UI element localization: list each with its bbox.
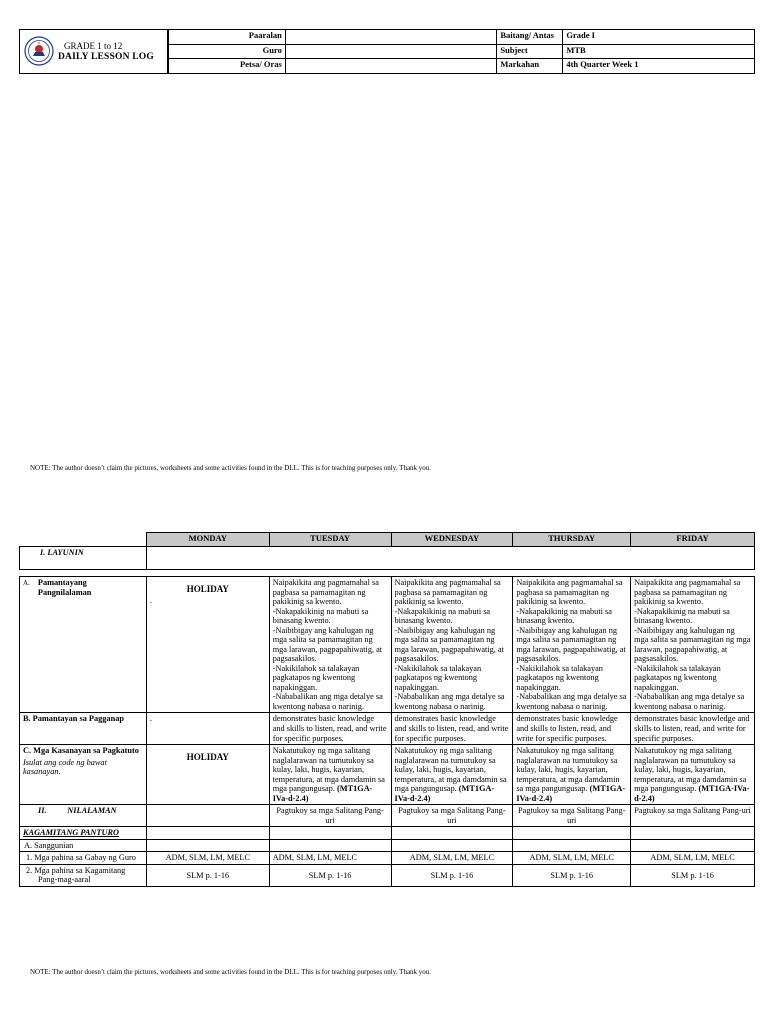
corner-cell (20, 533, 147, 547)
wednesday-pagganap-cell: demonstrates basic knowledge and skills to listen, read, and write for specific purposes. (391, 713, 513, 745)
row-letter-a: A. (23, 579, 30, 587)
tuesday-pagganap-cell: demonstrates basic knowledge and skills to listen, read, and write for specific purposes. (269, 713, 391, 745)
kasanayan-instruction: Isulat ang code ng bawat kasanayan. (23, 757, 107, 777)
thursday-sanggunian-cell (513, 839, 631, 852)
friday-gabay-cell: ADM, SLM, LM, MELC (631, 852, 755, 865)
row-label-pamantayang (20, 577, 147, 713)
wednesday-gabay-cell: ADM, SLM, LM, MELC (391, 852, 513, 865)
school-label: Paaralan (169, 30, 286, 45)
header-info-table (168, 29, 755, 74)
friday-kagamitan-cell (631, 827, 755, 840)
section-kagamitan: KAGAMITANG PANTURO (20, 827, 147, 840)
friday-pamantayang-cell: Naipakikita ang pagmamahal sa pagbasa sa pamamagitan ng pakikinig sa kwento. -Nakapakikinig na mabuti sa binasang kwento. -Naibibigay ang kahulugan ng mga salita sa pamamagitan ng mga larawan, pagpapahiwatig, at pagsasakilos. -Nakikilahok sa talakayan pagkatapos ng kwentong napakinggan. -Nababalikan ang mga detalye sa kwentong nabasa o narinig. (631, 577, 755, 713)
monday-nilalaman-cell (146, 805, 269, 827)
competency-code: (MT1GA-IVa-d-2.4) (394, 784, 495, 803)
competency-code: (MT1GA-IVa-d-2.4) (272, 784, 373, 803)
row-label-pagganap: B. Pamantayan sa Pagganap (20, 713, 147, 745)
tuesday-gabay-cell: ADM, SLM, LM, MELC (269, 852, 391, 865)
disclaimer-note: NOTE: The author doesn’t claim the pictures, worksheets and some activities found in the DLL. This is for teaching purposes only. Thank you. (30, 464, 432, 472)
lesson-plan-table (19, 532, 755, 887)
monday-holiday-label: HOLIDAY (186, 584, 229, 594)
wednesday-sanggunian-cell (391, 839, 513, 852)
thursday-pagganap-cell: demonstrates basic knowledge and skills to listen, read, and write for specific purposes. (513, 713, 631, 745)
wednesday-pamantayang-cell: Naipakikita ang pagmamahal sa pagbasa sa pamamagitan ng pakikinig sa kwento. -Nakapakikinig na mabuti sa binasang kwento. -Naibibigay ang kahulugan ng mga salita sa pamamagitan ng mga larawan, pagpapahiwatig, at pagsasakilos. -Nakikilahok sa talakayan pagkatapos ng kwentong napakinggan. -Nababalikan ang mga detalye sa kwentong nabasa o narinig. (391, 577, 513, 713)
wednesday-kagamitan-cell (391, 827, 513, 840)
lesson-log-header (19, 29, 755, 74)
competency-code: (MT1GA-IVa-d-2.4) (516, 784, 626, 803)
monday-holiday-label-2: HOLIDAY (186, 752, 229, 763)
row-label-sanggunian: A. Sanggunian (20, 839, 147, 852)
monday-gabay-cell: ADM, SLM, LM, MELC (146, 852, 269, 865)
monday-kagamitan-cell (146, 827, 269, 840)
header-brand (19, 29, 168, 74)
thursday-nilalaman-cell: Pagtukoy sa mga Salitang Pang-uri (513, 805, 631, 827)
tuesday-slm-cell: SLM p. 1-16 (269, 864, 391, 886)
disclaimer-note-bottom: NOTE: The author doesn’t claim the pictures, worksheets and some activities found in the DLL. This is for teaching purposes only. Thank you. (30, 968, 432, 976)
date-time-value (285, 59, 497, 74)
tuesday-kasanayan-cell (269, 745, 391, 805)
grade-level-value: Grade I (563, 30, 755, 45)
thursday-pamantayang-cell: Naipakikita ang pagmamahal sa pagbasa sa pamamagitan ng pakikinig sa kwento. -Nakapakikinig na mabuti sa binasang kwento. -Naibibigay ang kahulugan ng mga salita sa pamamagitan ng mga larawan, pagpapahiwatig, at pagsasakilos. -Nakikilahok sa talakayan pagkatapos ng kwentong napakinggan. -Nababalikan ang mga detalye sa kwentong nabasa o narinig. (513, 577, 631, 713)
kasanayan-label: C. Mga Kasanayan sa Pagkatuto (23, 746, 139, 756)
day-header-wednesday: WEDNESDAY (391, 533, 513, 547)
day-header-monday: MONDAY (146, 533, 269, 547)
teacher-label: Guro (169, 44, 286, 59)
tuesday-pamantayang-cell: Naipakikita ang pagmamahal sa pagbasa sa pamamagitan ng pakikinig sa kwento. -Nakapakikinig na mabuti sa binasang kwento. -Naibibigay ang kahulugan ng mga salita sa pamamagitan ng mga larawan, pagpapahiwatig, at pagsasakilos. -Nakikilahok sa talakayan pagkatapos ng kwentong napakinggan. -Nababalikan ang mga detalye sa kwentong nabasa o narinig. (269, 577, 391, 713)
monday-sanggunian-cell (146, 839, 269, 852)
friday-pagganap-cell: demonstrates basic knowledge and skills to listen, read, and write for specific purposes. (631, 713, 755, 745)
row-label-gabay: 1. Mga pahina sa Gabay ng Guro (20, 852, 147, 865)
day-header-tuesday: TUESDAY (269, 533, 391, 547)
day-header-friday: FRIDAY (631, 533, 755, 547)
section-layunin: I. LAYUNIN (20, 547, 147, 570)
section-nilalaman: II. NILALAMAN (20, 805, 147, 827)
monday-pagganap-cell: . (146, 713, 269, 745)
friday-nilalaman-cell: Pagtukoy sa mga Salitang Pang-uri (631, 805, 755, 827)
deped-seal-icon (24, 36, 54, 66)
tuesday-nilalaman-cell: Pagtukoy sa mga Salitang Pang-uri (269, 805, 391, 827)
thursday-kasanayan-cell (513, 745, 631, 805)
thursday-gabay-cell: ADM, SLM, LM, MELC (513, 852, 631, 865)
quarter-label: Markahan (497, 59, 563, 74)
day-header-thursday: THURSDAY (513, 533, 631, 547)
layunin-span-cell (146, 547, 754, 570)
pamantayang-label: Pamantayang Pangnilalaman (37, 578, 92, 597)
friday-sanggunian-cell (631, 839, 755, 852)
kasanayan-text: Nakatutukoy ng mga salitang naglalarawan na tumutukoy sa kulay, laki, hugis, kayarian, temperatura, at mga damdamin sa mga pangungusap. (394, 746, 507, 794)
row-label-kagamitan-mag-aaral: 2. Mga pahina sa Kagamitang Pang-mag-aaral (20, 864, 147, 886)
quarter-value: 4th Quarter Week 1 (563, 59, 755, 74)
teacher-value (285, 44, 497, 59)
grade-level-label: Baitang/ Antas (497, 30, 563, 45)
friday-kasanayan-cell (631, 745, 755, 805)
date-time-label: Petsa/ Oras (169, 59, 286, 74)
kasanayan-text: Nakatutukoy ng mga salitang naglalarawan na tumutukoy sa kulay, laki, hugis, kayarian, temperatura, at mga damdamin sa mga pangungusap. (516, 746, 620, 794)
wednesday-slm-cell: SLM p. 1-16 (391, 864, 513, 886)
competency-code: (MT1GA-IVa-d-2.4) (634, 784, 750, 803)
kasanayan-text: Nakatutukoy ng mga salitang naglalarawan na tumutukoy sa kulay, laki, hugis, kayarian, temperatura, at mga damdamin sa mga pangungusap. (634, 746, 747, 794)
grade-range: GRADE 1 to 12 (64, 41, 123, 51)
monday-kasanayan-cell (146, 745, 269, 805)
friday-slm-cell: SLM p. 1-16 (631, 864, 755, 886)
thursday-kagamitan-cell (513, 827, 631, 840)
row-label-kasanayan (20, 745, 147, 805)
monday-slm-cell: SLM p. 1-16 (146, 864, 269, 886)
thursday-slm-cell: SLM p. 1-16 (513, 864, 631, 886)
wednesday-nilalaman-cell: Pagtukoy sa mga Salitang Pang-uri (391, 805, 513, 827)
document-title: DAILY LESSON LOG (58, 52, 154, 62)
subject-value: MTB (563, 44, 755, 59)
monday-pamantayang-cell (146, 577, 269, 713)
tuesday-sanggunian-cell (269, 839, 391, 852)
school-value (285, 30, 497, 45)
tuesday-kagamitan-cell (269, 827, 391, 840)
wednesday-kasanayan-cell (391, 745, 513, 805)
subject-label: Subject (497, 44, 563, 59)
kasanayan-text: Nakatutukoy ng mga salitang naglalarawan na tumutukoy sa kulay, laki, hugis, kayarian, temperatura, at mga damdamin sa mga pangungusap. (272, 746, 385, 794)
monday-dot: . (149, 596, 152, 606)
